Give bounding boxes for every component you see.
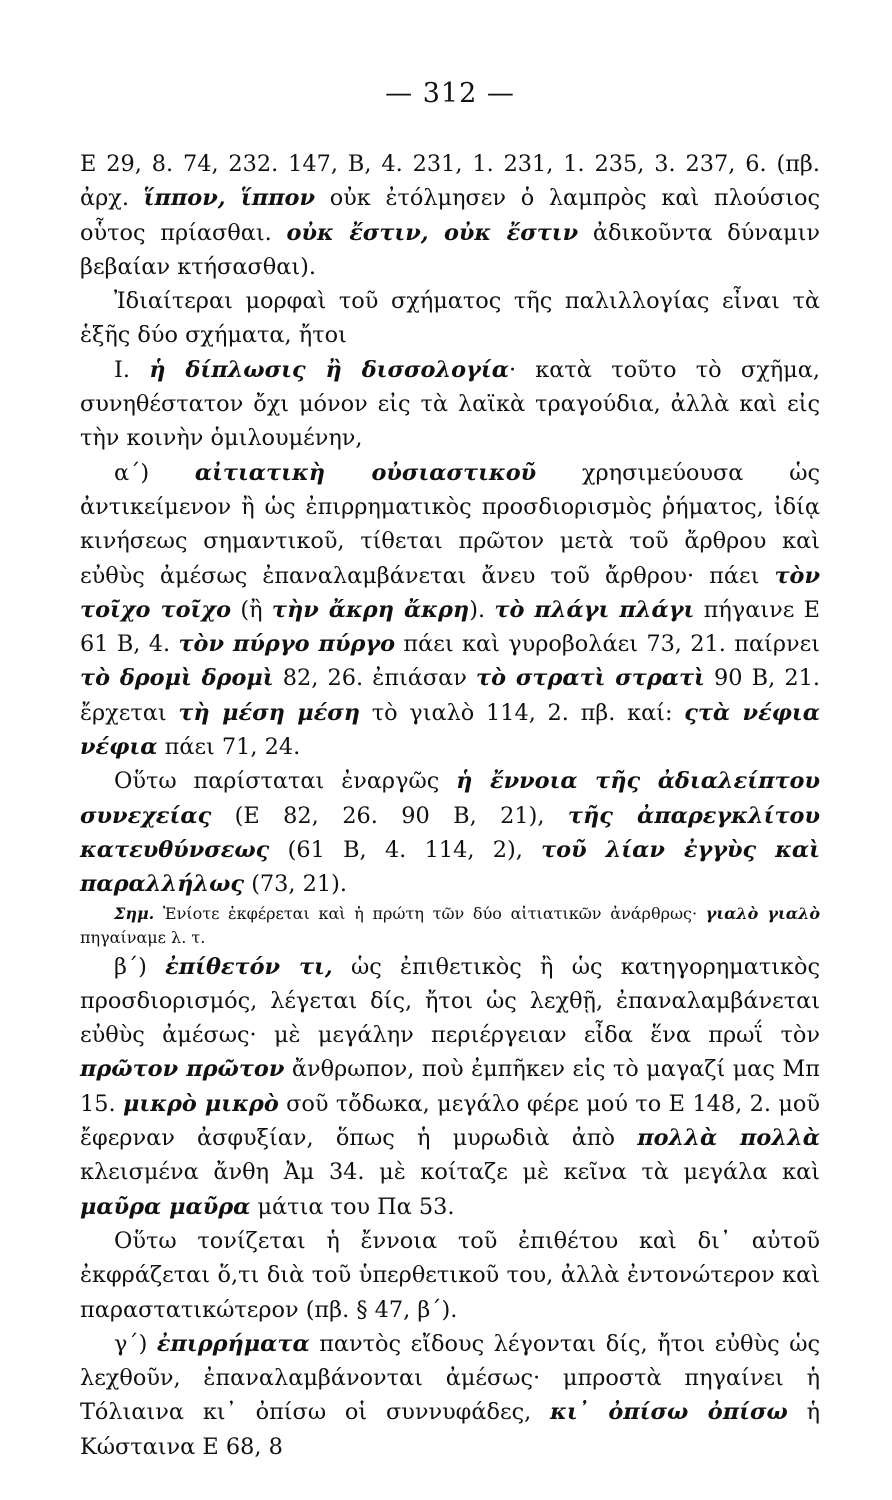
paragraph-beta: [80, 950, 820, 1224]
text-run: σοῦ τὄδωκα, μεγάλο φέρε μού το Ε 148, 2. μοῦ ἔφερναν ἀσφυξίαν, ὅπως ἡ μυρωδιὰ ἀπὸ: [80, 1090, 820, 1152]
emphasized-phrase: ἵππον, ἵππον: [143, 185, 315, 212]
paragraph-section-i: [80, 353, 820, 456]
text-run: οὐκ ἐτόλμησεν ὁ λαμπρὸς καὶ πλούσιος οὗτος πρίασθαι.: [80, 185, 820, 246]
emphasized-phrase: τῆς ἀπαρεγκλίτου κατευθύνσεως: [80, 802, 820, 863]
paragraph-adjective-emphasis: [80, 1224, 820, 1327]
paragraph-alpha: [80, 456, 820, 765]
text-run: Ε 29, 8. 74, 232. 147, Β, 4. 231, 1. 231, 1. 235, 3. 237, 6. (πβ. ἀρχ.: [80, 151, 820, 212]
emphasized-phrase: ἐπίθετόν τι,: [165, 953, 333, 980]
text-run: ).: [469, 596, 495, 623]
text-run: πήγαινε Ε 61 Β, 4.: [80, 596, 820, 658]
text-run: πάει 71, 24.: [157, 734, 301, 761]
paragraph-citations: [80, 147, 820, 284]
text-run: μάτια του Πα 53.: [250, 1193, 455, 1220]
emphasized-phrase: μαῦρα μαῦρα: [80, 1193, 251, 1220]
text-run: · κατὰ τοῦτο τὸ σχῆμα, συνηθέστατον ὄχι μόνον εἰς τὰ λαϊκὰ τραγούδια, ἀλλὰ καὶ εἰς τὴν κοινὴν ὁμιλουμένην,: [80, 356, 820, 452]
text-run: β΄): [114, 953, 166, 980]
text-run: 90 Β, 21. ἔρχεται: [80, 665, 820, 726]
paragraph-continuity: [80, 764, 820, 901]
emphasized-phrase: Σημ.: [114, 903, 155, 923]
emphasized-phrase: τὸν τοῖχο τοῖχο: [80, 562, 820, 623]
text-run: ὡς ἐπιθετικὸς ἢ ὡς κατηγορηματικὸς προσδιορισμός, λέγεται δίς, ἤτοι ὡς λεχθῇ, ἐπαναλαμβάνεται εὐθὺς ἀμέσως· μὲ μεγάλην περιέργειαν εἶδα ἕνα πρωΐ τὸν: [80, 953, 820, 1049]
text-run: (61 Β, 4. 114, 2),: [269, 836, 542, 863]
text-run: ἡ Κώσταινα Ε 68, 8: [80, 1399, 820, 1460]
text-run: (ἢ: [231, 596, 272, 623]
emphasized-phrase: γιαλὸ γιαλὸ: [705, 903, 820, 923]
footnote-remark: [80, 902, 820, 950]
text-run: Οὕτω παρίσταται ἐναργῶς: [114, 768, 457, 795]
text-run: τὸ γιαλὸ 114, 2. πβ. καί:: [360, 699, 685, 726]
emphasized-phrase: τὸ δρομὶ δρομὶ: [80, 665, 274, 692]
emphasized-phrase: οὐκ ἔστιν, οὐκ ἔστιν: [286, 219, 579, 246]
emphasized-phrase: μικρὸ μικρὸ: [123, 1090, 279, 1117]
text-run: (Ε 82, 26. 90 Β, 21),: [211, 802, 568, 829]
emphasized-phrase: τὸ στρατὶ στρατὶ: [476, 665, 705, 692]
page-number: — 312 —: [385, 78, 515, 109]
emphasized-phrase: τοῦ λίαν ἐγγὺς καὶ παραλλήλως: [80, 836, 820, 898]
text-run: Οὕτω τονίζεται ἡ ἔννοια τοῦ ἐπιθέτου καὶ δι᾽ αὐτοῦ ἐκφράζεται ὅ,τι διὰ τοῦ ὑπερθετικοῦ του, ἀλλὰ ἐντονώτερον καὶ παραστατικώτερον (πβ. § 47, β΄).: [80, 1227, 820, 1323]
emphasized-phrase: τὸ πλάγι πλάγι: [494, 596, 695, 623]
emphasized-phrase: κι᾽ ὀπίσω ὀπίσω: [550, 1399, 788, 1426]
text-run: (73, 21).: [244, 871, 348, 898]
emphasized-phrase: τὸν πύργο πύργο: [178, 631, 396, 658]
text-run: παντὸς εἴδους λέγονται δίς, ἤτοι εὐθὺς ὡς λεχθοῦν, ἐπαναλαμβάνονται ἀμέσως· μπροστὰ πηγαίνει ἡ Τόλιαινα κι᾽ ὀπίσω οἱ συννυφάδες,: [80, 1330, 820, 1426]
paragraph-gamma: [80, 1327, 820, 1464]
emphasized-phrase: πρῶτον πρῶτον: [80, 1056, 285, 1083]
text-run: Ἰδιαίτεραι μορφαὶ τοῦ σχήματος τῆς παλιλλογίας εἶναι τὰ ἑξῆς δύο σχήματα, ἤτοι: [80, 288, 820, 349]
emphasized-phrase: ςτὰ νέφια νέφια: [80, 699, 821, 761]
text-run: α΄): [114, 459, 195, 486]
text-run: 82, 26. ἐπιάσαν: [273, 665, 477, 692]
text-run: πάει καὶ γυροβολάει 73, 21. παίρνει: [395, 631, 820, 658]
emphasized-phrase: αἰτιατικὴ οὐσιαστικοῦ: [194, 459, 537, 486]
text-run: χρησιμεύουσα ὡς ἀντικείμενον ἢ ὡς ἐπιρρηματικὸς προσδιορισμὸς ῥήματος, ἰδίᾳ κινήσεως σημαντικοῦ, τίθεται πρῶτον μετὰ τοῦ ἄρθρου καὶ εὐθὺς ἀμέσως ἐπαναλαμβάνεται ἄνευ τοῦ ἄρθρου· πάει: [80, 459, 821, 589]
text-run: κλεισμένα ἄνθη Ἀμ 34. μὲ κοίταζε μὲ κεῖνα τὰ μεγάλα καὶ: [80, 1159, 820, 1186]
emphasized-phrase: ἡ ἔννοια τῆς ἀδιαλείπτου συνεχείας: [80, 768, 820, 829]
paragraph-forms-intro: [80, 284, 820, 353]
emphasized-phrase: πολλὰ πολλὰ: [637, 1125, 820, 1152]
emphasized-phrase: ἐπιρρήματα: [156, 1330, 310, 1357]
text-run: Ἐνίοτε ἐκφέρεται καὶ ἡ πρώτη τῶν δύο αἰτιατικῶν ἀνάρθρως·: [154, 903, 706, 923]
emphasized-phrase: τὴν ἄκρη ἄκρη: [271, 596, 470, 623]
text-run: γ΄): [114, 1330, 157, 1357]
text-run: ἄνθρωπον, ποὺ ἐμπῆκεν εἰς τὸ μαγαζί μας Μπ 15.: [80, 1056, 820, 1117]
emphasized-phrase: τὴ μέση μέση: [178, 699, 361, 726]
text-run: ἀδικοῦντα δύναμιν βεβαίαν κτήσασθαι).: [80, 219, 820, 280]
text-run: πηγαίναμε λ. τ.: [80, 927, 206, 947]
body-text: [80, 147, 820, 1464]
text-run: Ι.: [114, 356, 150, 383]
emphasized-phrase: ἡ δίπλωσις ἢ δισσολογία: [149, 356, 509, 383]
